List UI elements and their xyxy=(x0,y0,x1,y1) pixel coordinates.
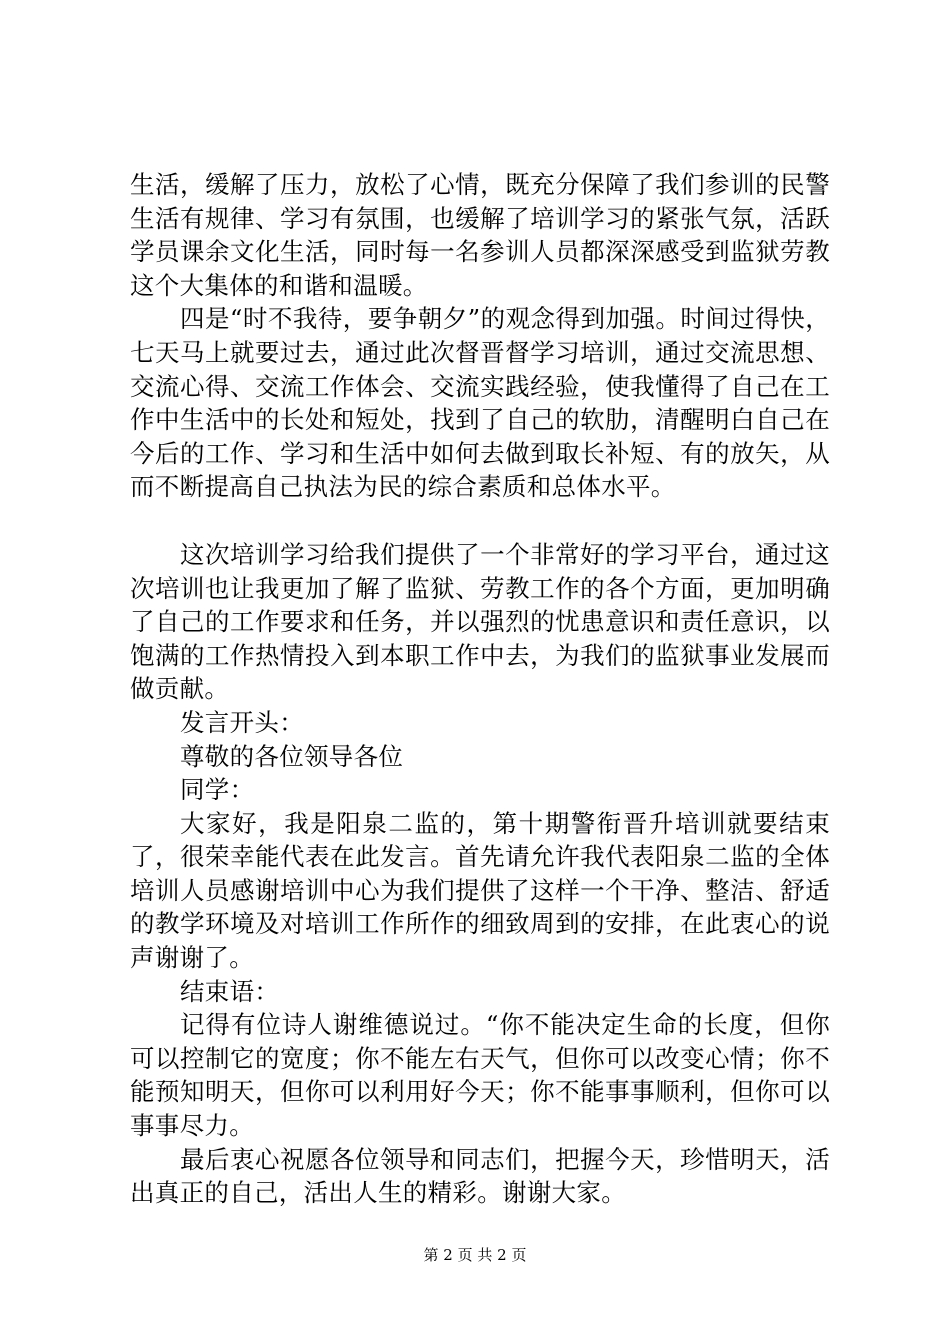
heading-closing-remarks: 结束语： xyxy=(180,976,280,1006)
paragraph-point-four: 四是“时不我待，要争朝夕”的观念得到加强。时间过得快，七天马上就要过去，通过此次督晋督学习培训，通过交流思想、交流心得、交流工作体会、交流实践经验，使我懂得了自己在工作中生活中的长处和短处，找到了自己的软肋，清醒明白自己在今后的工作、学习和生活中如何去做到取长补短、有的放矢，从而不断提高自己执法为民的综合素质和总体水平。 xyxy=(130,304,830,502)
paragraph-final-wishes: 最后衷心祝愿各位领导和同志们，把握今天，珍惜明天，活出真正的自己，活出人生的精彩。谢谢大家。 xyxy=(130,1144,830,1208)
page-number-footer: 第 2 页 共 2 页 xyxy=(423,1246,527,1264)
paragraph-training-summary: 这次培训学习给我们提供了一个非常好的学习平台，通过这次培训也让我更加了解了监狱、劳教工作的各个方面，更加明确了自己的工作要求和任务，并以强烈的忧患意识和责任意识，以饱满的工作热情投入到本职工作中去，为我们的监狱事业发展而做贡献。 xyxy=(130,539,830,704)
paragraph-gap xyxy=(130,504,830,538)
salutation-classmates: 同学： xyxy=(180,775,255,805)
paragraph-life-relief: 生活，缓解了压力，放松了心情，既充分保障了我们参训的民警生活有规律、学习有氛围，也缓解了培训学习的紧张气氛，活跃学员课余文化生活，同时每一名参训人员都深深感受到监狱劳教这个大集体的和谐和温暖。 xyxy=(130,170,830,300)
document-body xyxy=(130,168,830,1210)
salutation-leaders: 尊敬的各位领导各位 xyxy=(180,741,404,771)
paragraph-greeting: 大家好，我是阳泉二监的，第十期警衔晋升培训就要结束了，很荣幸能代表在此发言。首先请允许我代表阳泉二监的全体培训人员感谢培训中心为我们提供了这样一个干净、整洁、舒适的教学环境及对培训工作所作的细致周到的安排，在此衷心的说声谢谢了。 xyxy=(130,808,830,973)
heading-speech-opening: 发言开头： xyxy=(180,707,304,737)
paragraph-poet-quote: 记得有位诗人谢维德说过。“你不能决定生命的长度，但你可以控制它的宽度；你不能左右天气，但你可以改变心情；你不能预知明天，但你可以利用好今天；你不能事事顺利，但你可以事事尽力。 xyxy=(130,1010,830,1141)
